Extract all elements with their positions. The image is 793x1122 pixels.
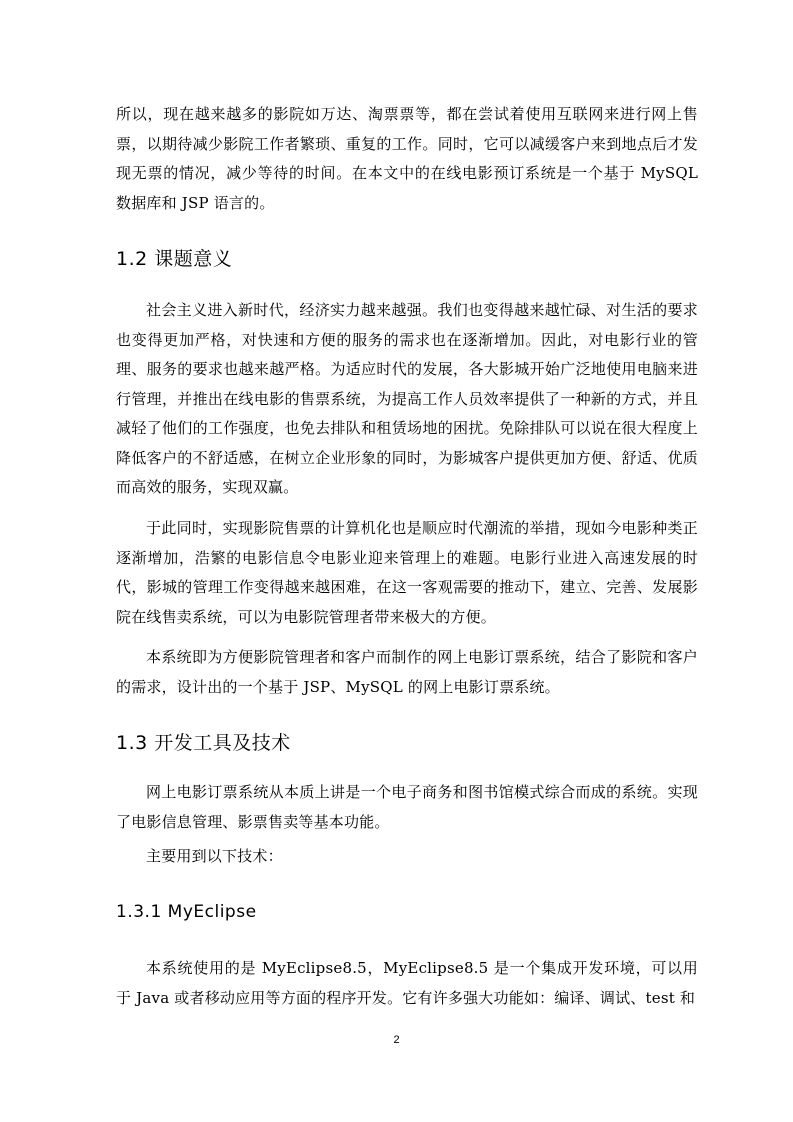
paragraph-myeclipse: 本系统使用的是 MyEclipse8.5，MyEclipse8.5 是一个集成开发环境，可以用于 Java 或者移动应用等方面的程序开发。它有许多强大功能如：编译、调试、test 和 (116, 959, 698, 1007)
paragraph-technologies-intro: 主要用到以下技术： (146, 847, 283, 865)
paragraph-system-nature: 网上电影订票系统从本质上讲是一个电子商务和图书馆模式综合而成的系统。实现了电影信息管理、影票售卖等基本功能。 (116, 783, 698, 831)
section-heading-1-3: 1.3 开发工具及技术 (116, 732, 291, 754)
section-heading-1-2: 1.2 课题意义 (116, 248, 233, 270)
paragraph-system-purpose: 本系统即为方便影院管理者和客户而制作的网上电影订票系统，结合了影院和客户的需求，设计出的一个基于 JSP、MySQL 的网上电影订票系统。 (116, 648, 698, 696)
paragraph-significance: 社会主义进入新时代，经济实力越来越强。我们也变得越来越忙碌、对生活的要求也变得更加严格，对快速和方便的服务的需求也在逐渐增加。因此，对电影行业的管理、服务的要求也越来越严格。为适应时代的发展，各大影城开始广泛地使用电脑来进行管理，并推出在线电影的售票系统，为提高工作人员效率提供了一种新的方式，并且减轻了他们的工作强度，也免去排队和租赁场地的困扰。免除排队可以说在很大程度上降低客户的不舒适感，在树立企业形象的同时，为影城客户提供更加方便、舒适、优质而高效的服务，实现双赢。 (116, 301, 698, 496)
page-number: 2 (393, 1034, 400, 1046)
subsection-heading-1-3-1: 1.3.1 MyEclipse (116, 902, 257, 922)
paragraph-intro-continuation: 所以，现在越来越多的影院如万达、淘票票等，都在尝试着使用互联网来进行网上售票，以期待减少影院工作者繁琐、重复的工作。同时，它可以减缓客户来到地点后才发现无票的情况，减少等待的时间。在本文中的在线电影预订系统是一个基于 MySQL 数据库和 JSP 语言的。 (116, 105, 698, 212)
paragraph-computerization: 于此同时，实现影院售票的计算机化也是顺应时代潮流的举措，现如今电影种类正逐渐增加，浩繁的电影信息令电影业迎来管理上的难题。电影行业进入高速发展的时代，影城的管理工作变得越来越困难，在这一客观需要的推动下，建立、完善、发展影院在线售卖系统，可以为电影院管理者带来极大的方便。 (116, 519, 698, 626)
